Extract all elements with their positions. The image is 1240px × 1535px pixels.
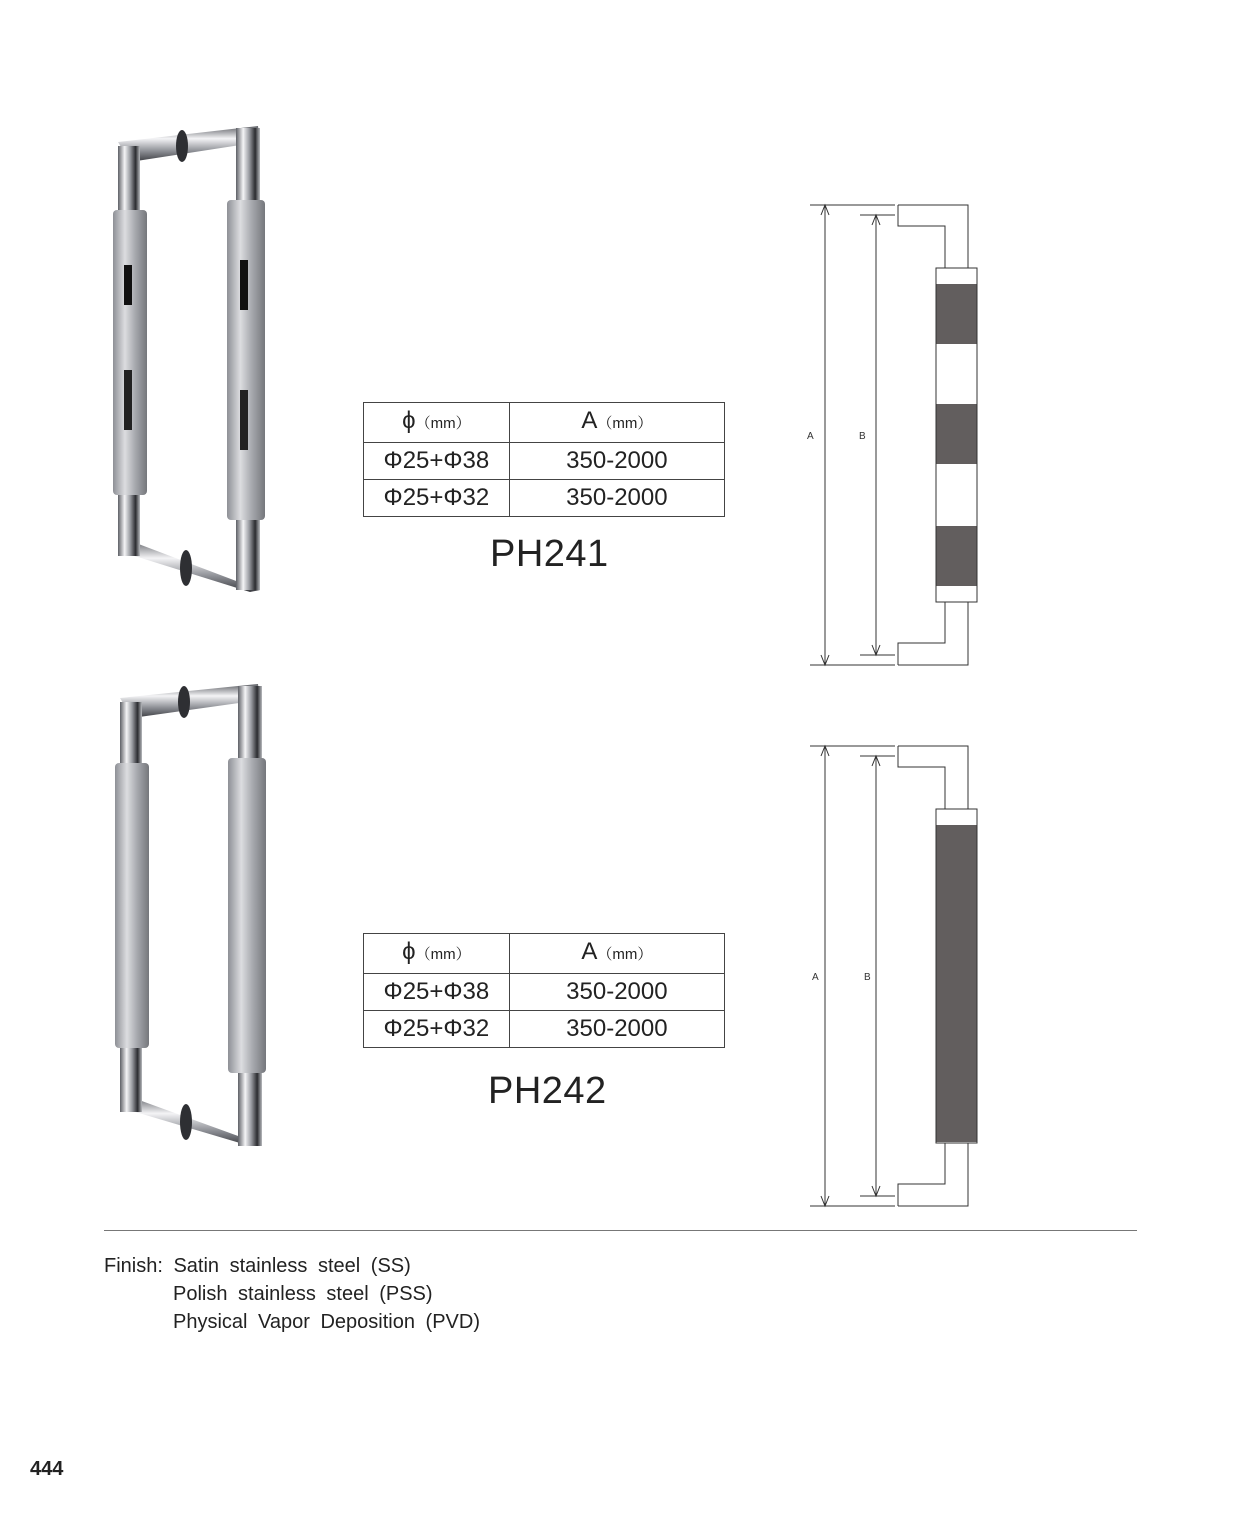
grip-band bbox=[937, 284, 977, 344]
page-number: 444 bbox=[30, 1458, 64, 1480]
table-row bbox=[364, 974, 725, 1011]
technical-drawing-ph241 bbox=[800, 195, 1000, 675]
cell-diameter: Φ25+Φ38 bbox=[364, 974, 510, 1011]
spec-table-ph241 bbox=[363, 402, 725, 517]
table-row bbox=[364, 480, 725, 517]
grip-band bbox=[937, 526, 977, 586]
finish-option: Satin stainless steel (SS) bbox=[173, 1255, 411, 1277]
product-photo-ph242 bbox=[100, 678, 275, 1158]
spec-table-ph242 bbox=[363, 933, 725, 1048]
divider bbox=[104, 1230, 1137, 1231]
header-length: A（mm） bbox=[509, 934, 724, 974]
finish-label: Finish: bbox=[104, 1255, 163, 1277]
cell-diameter: Φ25+Φ38 bbox=[364, 443, 510, 480]
cell-diameter: Φ25+Φ32 bbox=[364, 480, 510, 517]
finish-option: Polish stainless steel (PSS) bbox=[173, 1283, 433, 1305]
dimension-label-b: B bbox=[859, 431, 866, 442]
dimension-label-a: A bbox=[807, 431, 814, 442]
finish-list bbox=[104, 1252, 480, 1336]
model-name-ph241: PH241 bbox=[490, 533, 609, 575]
cell-length: 350-2000 bbox=[509, 974, 724, 1011]
cell-length: 350-2000 bbox=[509, 480, 724, 517]
dimension-label-a: A bbox=[812, 972, 819, 983]
technical-drawing-ph242 bbox=[800, 736, 1000, 1216]
cell-length: 350-2000 bbox=[509, 443, 724, 480]
table-row bbox=[364, 1011, 725, 1048]
product-photo-ph241 bbox=[100, 120, 275, 600]
header-length: A（mm） bbox=[509, 403, 724, 443]
dimension-label-b: B bbox=[864, 972, 871, 983]
header-diameter: ϕ（mm） bbox=[364, 403, 510, 443]
table-row bbox=[364, 443, 725, 480]
finish-line bbox=[104, 1252, 480, 1280]
grip-band bbox=[937, 404, 977, 464]
table-header-row bbox=[364, 403, 725, 443]
cell-length: 350-2000 bbox=[509, 1011, 724, 1048]
cell-diameter: Φ25+Φ32 bbox=[364, 1011, 510, 1048]
model-name-ph242: PH242 bbox=[488, 1070, 607, 1112]
finish-option: Physical Vapor Deposition (PVD) bbox=[173, 1311, 480, 1333]
grip-band bbox=[937, 825, 977, 1142]
table-header-row bbox=[364, 934, 725, 974]
header-diameter: ϕ（mm） bbox=[364, 934, 510, 974]
